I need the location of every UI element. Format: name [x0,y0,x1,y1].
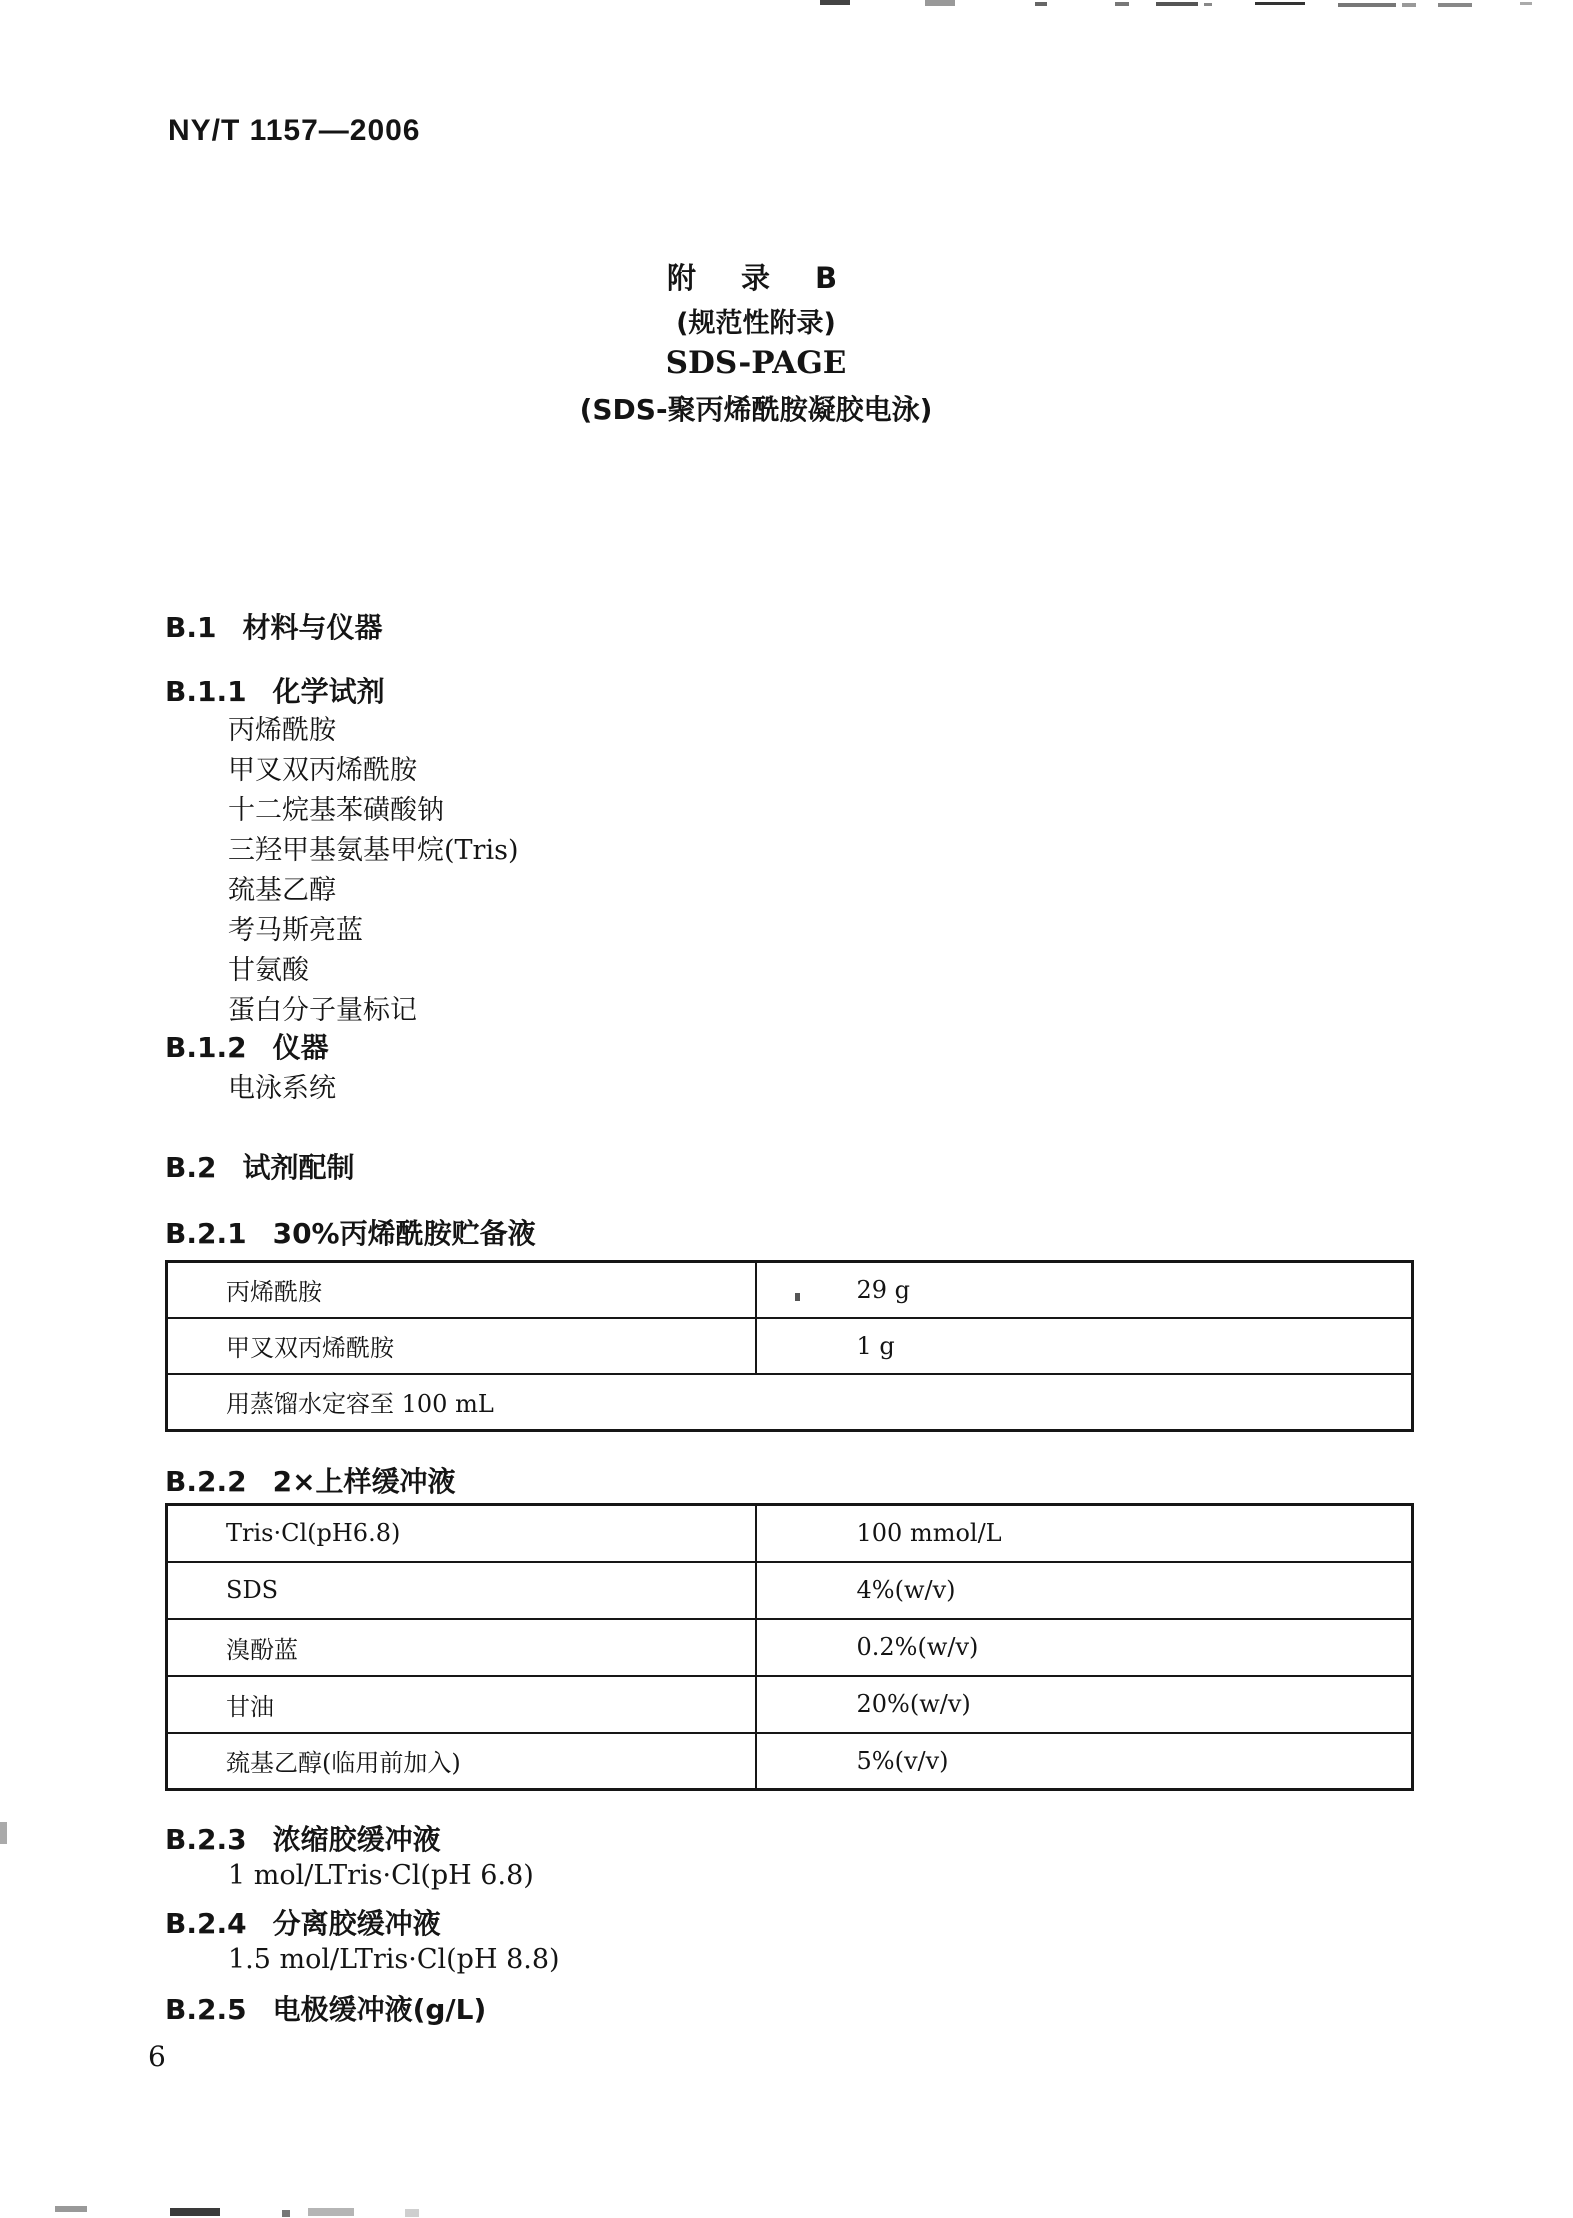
appendix-title-block [0,0,1512,426]
table-row [167,1505,1413,1562]
section-b24-title: 分离胶缓冲液 [272,1907,441,1940]
list-item: 甲叉双丙烯酰胺 [228,755,417,786]
table-cell-value: 100 mmol/L [756,1505,1413,1562]
table-row [167,1562,1413,1619]
loading-buffer-table [165,1503,1414,1791]
table-cell-label: 巯基乙醇(临用前加入) [167,1733,756,1790]
list-item: 十二烷基苯磺酸钠 [228,795,444,826]
section-b23-body: 1 mol/LTris·Cl(pH 6.8) [228,1860,534,1891]
section-b23-title: 浓缩胶缓冲液 [272,1823,441,1856]
section-b21-title: 30%丙烯酰胺贮备液 [272,1217,536,1250]
scan-artifact [308,2208,354,2216]
section-b1-title: 材料与仪器 [242,611,383,644]
table-cell-value: 4%(w/v) [756,1562,1413,1619]
list-item: 蛋白分子量标记 [228,995,417,1026]
scan-artifact [1115,2,1129,6]
scan-artifact [820,0,850,5]
table-cell-label: 甘油 [167,1676,756,1733]
section-b24-body: 1.5 mol/LTris·Cl(pH 8.8) [228,1944,560,1975]
scan-artifact [1438,3,1472,7]
table-cell-label: Tris·Cl(pH6.8) [167,1505,756,1562]
appendix-label: 附 录 B [666,261,846,295]
section-b23-heading [165,1818,441,1858]
table-row [167,1262,1413,1318]
scan-artifact [0,1822,7,1844]
scan-artifact [1156,2,1198,6]
section-b12-number: B.1.2 [165,1031,247,1064]
table-cell-label: 丙烯酰胺 [167,1262,756,1318]
section-b21-number: B.2.1 [165,1217,247,1250]
section-b25-title: 电极缓冲液(g/L) [272,1993,487,2026]
scan-artifact [925,0,955,6]
section-b1-heading [165,606,382,646]
scan-artifact [1520,2,1532,5]
scan-artifact [795,1293,800,1301]
section-b12-heading [165,1026,329,1066]
standard-number: NY/T 1157—2006 [168,114,421,147]
appendix-title-zh: (SDS-聚丙烯酰胺凝胶电泳) [579,393,933,426]
table-cell-value: 1 g [756,1318,1413,1374]
section-b25-heading [165,1988,486,2028]
section-b22-heading [165,1460,456,1500]
table-cell-label: 甲叉双丙烯酰胺 [167,1318,756,1374]
appendix-type-note: (规范性附录) [676,308,836,339]
table-row [167,1733,1413,1790]
table-row [167,1619,1413,1676]
appendix-title-en: SDS-PAGE [665,345,847,381]
section-b11-title: 化学试剂 [272,675,385,708]
table-cell-value: 0.2%(w/v) [756,1619,1413,1676]
table-cell-value: 29 g [756,1262,1413,1318]
list-item: 电泳系统 [228,1073,336,1104]
scan-artifact [282,2210,290,2217]
section-b2-number: B.2 [165,1151,217,1184]
section-b23-number: B.2.3 [165,1823,247,1856]
section-b25-number: B.2.5 [165,1993,247,2026]
table-row [167,1676,1413,1733]
section-b2-title: 试剂配制 [242,1151,355,1184]
table-cell-footer: 用蒸馏水定容至 100 mL [167,1374,1413,1431]
acrylamide-stock-table [165,1260,1414,1432]
section-b12-title: 仪器 [272,1031,329,1064]
page-number: 6 [148,2040,166,2073]
section-b22-title: 2×上样缓冲液 [272,1465,456,1498]
section-b11-number: B.1.1 [165,675,247,708]
section-b21-heading [165,1212,536,1252]
scan-artifact [55,2206,87,2212]
section-b11-heading [165,670,385,710]
list-item: 巯基乙醇 [228,875,336,906]
list-item: 丙烯酰胺 [228,715,336,746]
scan-artifact [1255,2,1305,5]
list-item: 考马斯亮蓝 [228,915,363,946]
table-cell-value: 5%(v/v) [756,1733,1413,1790]
scan-artifact [405,2209,419,2217]
section-b1-number: B.1 [165,611,217,644]
table-row [167,1374,1413,1431]
table-cell-value: 20%(w/v) [756,1676,1413,1733]
scan-artifact [1402,3,1416,7]
scan-artifact [1204,3,1212,6]
section-b24-heading [165,1902,441,1942]
scan-artifact [1035,2,1047,6]
section-b2-heading [165,1146,354,1186]
scan-artifact [170,2208,220,2216]
table-row [167,1318,1413,1374]
table-cell-label: 溴酚蓝 [167,1619,756,1676]
list-item: 甘氨酸 [228,955,309,986]
table-cell-label: SDS [167,1562,756,1619]
section-b24-number: B.2.4 [165,1907,247,1940]
section-b22-number: B.2.2 [165,1465,247,1498]
scan-artifact [1338,3,1396,7]
list-item: 三羟甲基氨基甲烷(Tris) [228,835,519,866]
